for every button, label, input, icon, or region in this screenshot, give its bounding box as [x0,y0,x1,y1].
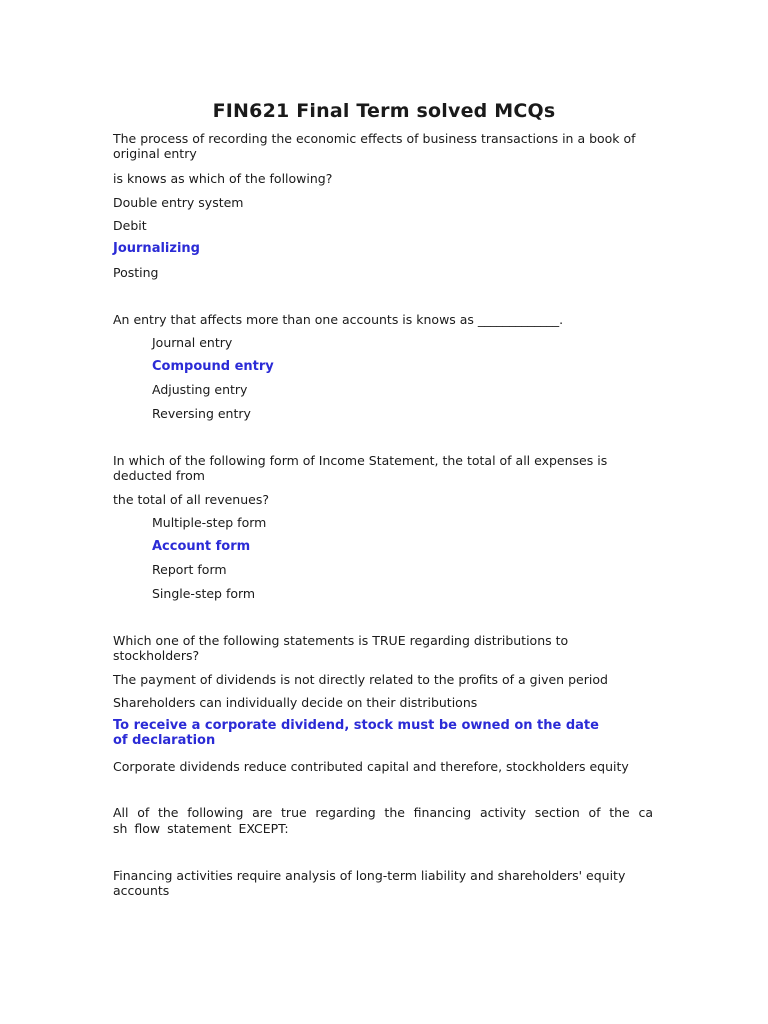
question-1-text: The process of recording the economic effects of business transactions in a book of original entry [113,131,636,161]
question-3-option-d: Single-step form [152,586,256,601]
question-2-answer: Compound entry [152,359,274,374]
question-4-text: Which one of the following statements is TRUE regarding distributions to stockholders? [113,633,569,663]
question-4-option-b: Shareholders can individually decide on their distributions [113,695,478,710]
question-1-answer: Journalizing [113,241,200,256]
question-1-option-a: Double entry system [113,195,244,210]
question-3-text-cont: the total of all revenues? [113,492,269,507]
question-3-text: In which of the following form of Income Statement, the total of all expenses is deducted from [113,453,608,483]
question-1-text-cont: is knows as which of the following? [113,171,333,186]
question-2-option-d: Reversing entry [152,406,251,421]
question-4-option-d: Corporate dividends reduce contributed capital and therefore, stockholders equity [113,759,629,774]
question-2-option-c: Adjusting entry [152,382,248,397]
question-2-text: An entry that affects more than one accounts is knows as _____________. [113,312,564,327]
question-3-answer: Account form [152,539,251,554]
question-4-answer: To receive a corporate dividend, stock must be owned on the date of declaration [113,718,599,748]
question-5-text: All of the following are true regarding the financing activity section of the ca [113,805,653,820]
question-3-option-a: Multiple-step form [152,515,267,530]
question-5-text-cont: sh flow statement EXCEPT: [113,821,289,836]
question-2-option-a: Journal entry [152,335,233,350]
question-1-option-d: Posting [113,265,159,280]
question-3-option-c: Report form [152,562,227,577]
question-5-option-a: Financing activities require analysis of long-term liability and shareholders' equity accounts [113,868,626,898]
question-1-option-b: Debit [113,218,147,233]
page-title: FIN621 Final Term solved MCQs [212,100,556,122]
question-4-option-a: The payment of dividends is not directly related to the profits of a given period [113,672,608,687]
